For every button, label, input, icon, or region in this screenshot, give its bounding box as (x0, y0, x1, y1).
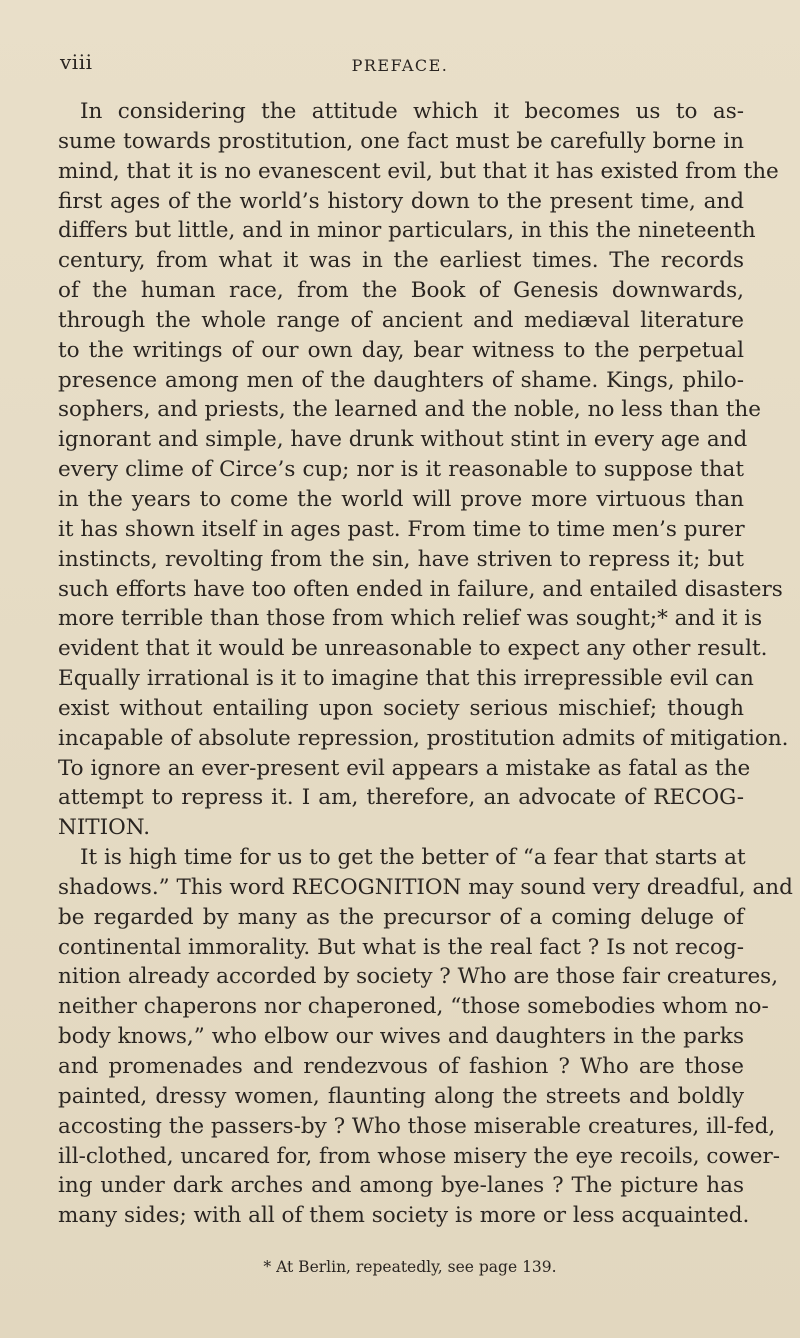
body-text (58, 97, 793, 1231)
text-line: in the years to come the world will prove more virtuous than (58, 486, 744, 512)
text-line: such efforts have too often ended in failure, and entailed disasters (58, 576, 783, 602)
text-line: ing under dark arches and among bye-lanes ? The picture has (58, 1173, 744, 1199)
text-line: many sides; with all of them society is more or less acquainted. (58, 1203, 750, 1229)
page-number: viii (60, 50, 93, 74)
text-line: sophers, and priests, the learned and the noble, no less than the (58, 397, 761, 423)
text-line: To ignore an ever-present evil appears a mistake as fatal as the (58, 755, 751, 781)
text-line: accosting the passers-by ? Who those miserable creatures, ill-fed, (58, 1113, 776, 1139)
text-line: In considering the attitude which it becomes us to as- (80, 99, 744, 124)
paragraph (58, 97, 789, 843)
page-header (60, 50, 740, 78)
text-line: body knows,” who elbow our wives and daughters in the parks (58, 1024, 744, 1050)
text-line: be regarded by many as the precursor of a coming deluge of (58, 904, 744, 930)
text-line: ignorant and simple, have drunk without stint in every age and (58, 427, 748, 453)
text-line: century, from what it was in the earliest times. The records (58, 248, 744, 274)
text-line: first ages of the world’s history down to the present time, and (58, 188, 744, 214)
text-line: presence among men of the daughters of shame. Kings, philo- (58, 367, 744, 393)
text-line: mind, that it is no evanescent evil, but that it has existed from the (58, 158, 779, 184)
text-line: continental immorality. But what is the real fact ? Is not recog- (58, 934, 744, 960)
text-line: more terrible than those from which relief was sought;* and it is (58, 606, 763, 632)
text-line: attempt to repress it. I am, therefore, an advocate of RECOG- (58, 785, 744, 811)
text-line: differs but little, and in minor particulars, in this the nineteenth (58, 218, 756, 244)
text-line: It is high time for us to get the better of “a fear that starts at (80, 845, 746, 871)
text-line: ill-clothed, uncared for, from whose misery the eye recoils, cower- (58, 1143, 781, 1169)
text-line: of the human race, from the Book of Genesis downwards, (58, 278, 744, 304)
text-line: painted, dressy women, flaunting along the streets and boldly (58, 1083, 744, 1109)
text-line: sume towards prostitution, one fact must be carefully borne in (58, 128, 744, 154)
text-line: shadows.” This word RECOGNITION may sound very dreadful, and (58, 874, 793, 900)
text-line: evident that it would be unreasonable to expect any other result. (58, 636, 768, 662)
running-head: PREFACE. (351, 56, 449, 75)
text-line: to the writings of our own day, bear witness to the perpetual (58, 337, 744, 363)
text-line: every clime of Circe’s cup; nor is it reasonable to suppose that (58, 457, 744, 483)
text-line: and promenades and rendezvous of fashion ? Who are those (58, 1054, 744, 1079)
text-line: through the whole range of ancient and mediæval literature (58, 307, 744, 333)
text-line: NITION. (58, 815, 151, 841)
text-line: instincts, revolting from the sin, have striven to repress it; but (58, 546, 744, 572)
paragraph (58, 843, 793, 1231)
text-line: incapable of absolute repression, prostitution admits of mitigation. (58, 725, 789, 751)
footnote: * At Berlin, repeatedly, see page 139. (263, 1258, 557, 1276)
text-line: neither chaperons nor chaperoned, “those somebodies whom no- (58, 994, 769, 1020)
text-line: it has shown itself in ages past. From time to time men’s purer (58, 516, 745, 542)
text-line: exist without entailing upon society serious mischief; though (58, 695, 744, 721)
text-line: Equally irrational is it to imagine that this irrepressible evil can (58, 666, 754, 692)
text-line: nition already accorded by society ? Who are those fair creatures, (58, 964, 779, 990)
